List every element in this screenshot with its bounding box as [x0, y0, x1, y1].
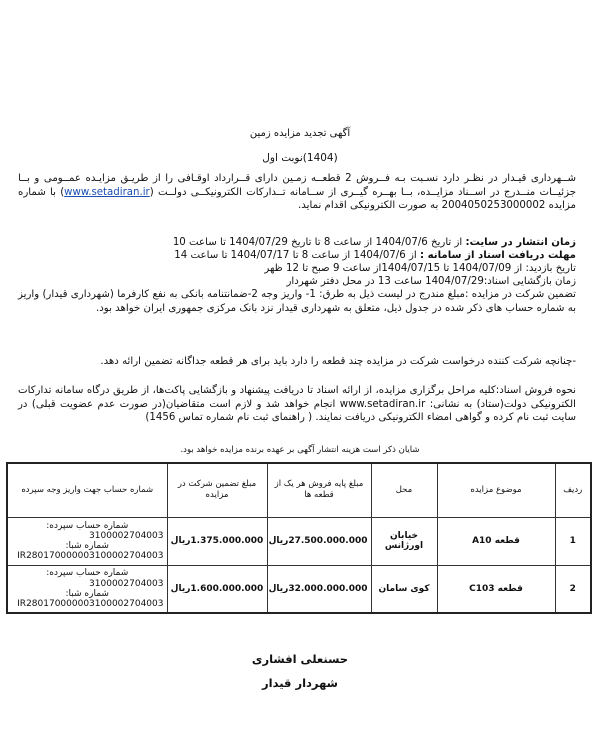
header-guarantee: مبلغ تضمین شرکت در مزایده — [167, 463, 267, 517]
publish-line — [18, 236, 576, 249]
row-number: 1 — [555, 517, 591, 565]
acct-label: شماره حساب سپرده: — [46, 520, 129, 531]
sheba-label: شماره شبا: — [65, 541, 109, 551]
table-header-row — [7, 463, 591, 517]
row-location: کوی سامان — [371, 565, 437, 613]
row-subject: قطعه A10 — [437, 517, 555, 565]
table-row — [7, 565, 591, 613]
header-account: شماره حساب جهت واریز وجه سپرده — [7, 463, 167, 517]
publish-text: از تاریخ 1404/07/6 از ساعت 8 تا تاریخ 1404/07/29 تا ساعت 10 — [172, 237, 466, 248]
acct-label: شماره حساب سپرده: — [46, 568, 129, 579]
row-number: 2 — [555, 565, 591, 613]
intro-paragraph — [18, 172, 576, 213]
sheba-label: شماره شبا: — [65, 588, 109, 599]
cost-note: شایان ذکر است هزینه انتشار آگهی بر عهده برنده مزایده خواهد بود. — [180, 445, 420, 455]
setadiran-link[interactable]: www.setadiran.ir — [64, 186, 150, 198]
header-row-no: ردیف — [555, 463, 591, 517]
signer-name: حسنعلی افشاری — [251, 652, 349, 666]
opening-line: زمان بازگشایی اسناد:1404/07/29 ساعت 13 در محل دفتر شهردار — [286, 276, 576, 287]
notice-round: (1404)نوبت اول — [262, 152, 338, 164]
sale-method-paragraph: نحوه فروش اسناد:کلیه مراحل برگزاری مزایده، از ارائه اسناد تا دریافت پیشنهاد و بازگشایی پاکت‌ها، از طریق درگاه سامانه تدارکات الکترونیکی دولت(ستاد) به نشانی: www.setadiran.ir انجام خواهد شد و لازم است متقاضیان(در صورت عدم عضویت قبلی) در سایت ثبت نام کرده و گواهی امضاء الکترونیکی دریافت نمایند. ( راهنمای ثبت نام شماره تماس 1456) — [18, 385, 576, 423]
multi-lot-note: -چنانچه شرکت کننده درخواست شرکت در مزایده چند قطعه را دارد باید برای هر قطعه جداگانه تضمین ارائه دهد. — [100, 356, 576, 367]
intro-text: شــهرداری قیـدار در نظـر دارد نسـبت بـه فــروش 2 قطعــه زمـین دارای قــرارداد اوقـافی را از طریـق مزایـده عمــومی و بــا جزئیــات منــدرج در اســناد مزایــده، بــا بهــره گیــری از ســامانه تــدارکات الکترونیکــی دولــت ( — [18, 173, 576, 198]
header-base-price: مبلغ پایه فروش هر یک از قطعه ها — [267, 463, 371, 517]
guarantee-paragraph: تضمین شرکت در مزایده :مبلغ مندرج در لیست ذیل به طرق: 1- واریز وجه 2-ضمانتنامه بانکی به نفع کارفرما (شهرداری قیدار) واریز به شماره حساب های ذکر شده در جدول ذیل، متعلق به شهرداری قیدار نزد بانک مرکزی جمهوری ایران خواهد بود. — [18, 289, 576, 314]
row-base-price: 27.500.000.000ریال — [267, 517, 371, 565]
row-base-price: 32.000.000.000ریال — [267, 565, 371, 613]
row-subject: قطعه C103 — [437, 565, 555, 613]
sheba-number: IR280170000003100002704003 — [17, 598, 164, 609]
row-guarantee: 1.600.000.000ریال — [167, 565, 267, 613]
visit-line: تاریخ بازدید: از 1404/07/09 تا 1404/07/15از ساعت 9 صبح تا 12 ظهر — [264, 263, 576, 274]
acct-number: 3100002704003 — [89, 578, 164, 589]
auction-table — [6, 462, 592, 614]
sheba-number: IR280170000003100002704003 — [17, 551, 164, 562]
row-guarantee: 1.375.000.000ریال — [167, 517, 267, 565]
row-location: خیابان اورژانس — [371, 517, 437, 565]
header-location: محل — [371, 463, 437, 517]
notice-title: آگهی تجدید مزایده زمین — [249, 128, 351, 139]
intro-tail: ) با شماره مزایده 2004050253000002 به صورت الکترونیکی اقدام نماید. — [18, 186, 576, 211]
docs-line — [18, 249, 576, 262]
header-subject: موضوع مزایده — [437, 463, 555, 517]
row-account — [7, 517, 167, 565]
docs-label: مهلت دریافت اسناد از سامانه : — [419, 250, 576, 261]
table-row — [7, 517, 591, 565]
acct-number: 3100002704003 — [89, 530, 164, 541]
publish-label: زمان انتشار در سایت: — [465, 237, 576, 248]
signer-role: شهردار قیدار — [262, 676, 338, 690]
docs-text: از 1404/07/6 از ساعت 8 تا 1404/07/17 تا ساعت 14 — [174, 250, 420, 261]
row-account — [7, 565, 167, 613]
